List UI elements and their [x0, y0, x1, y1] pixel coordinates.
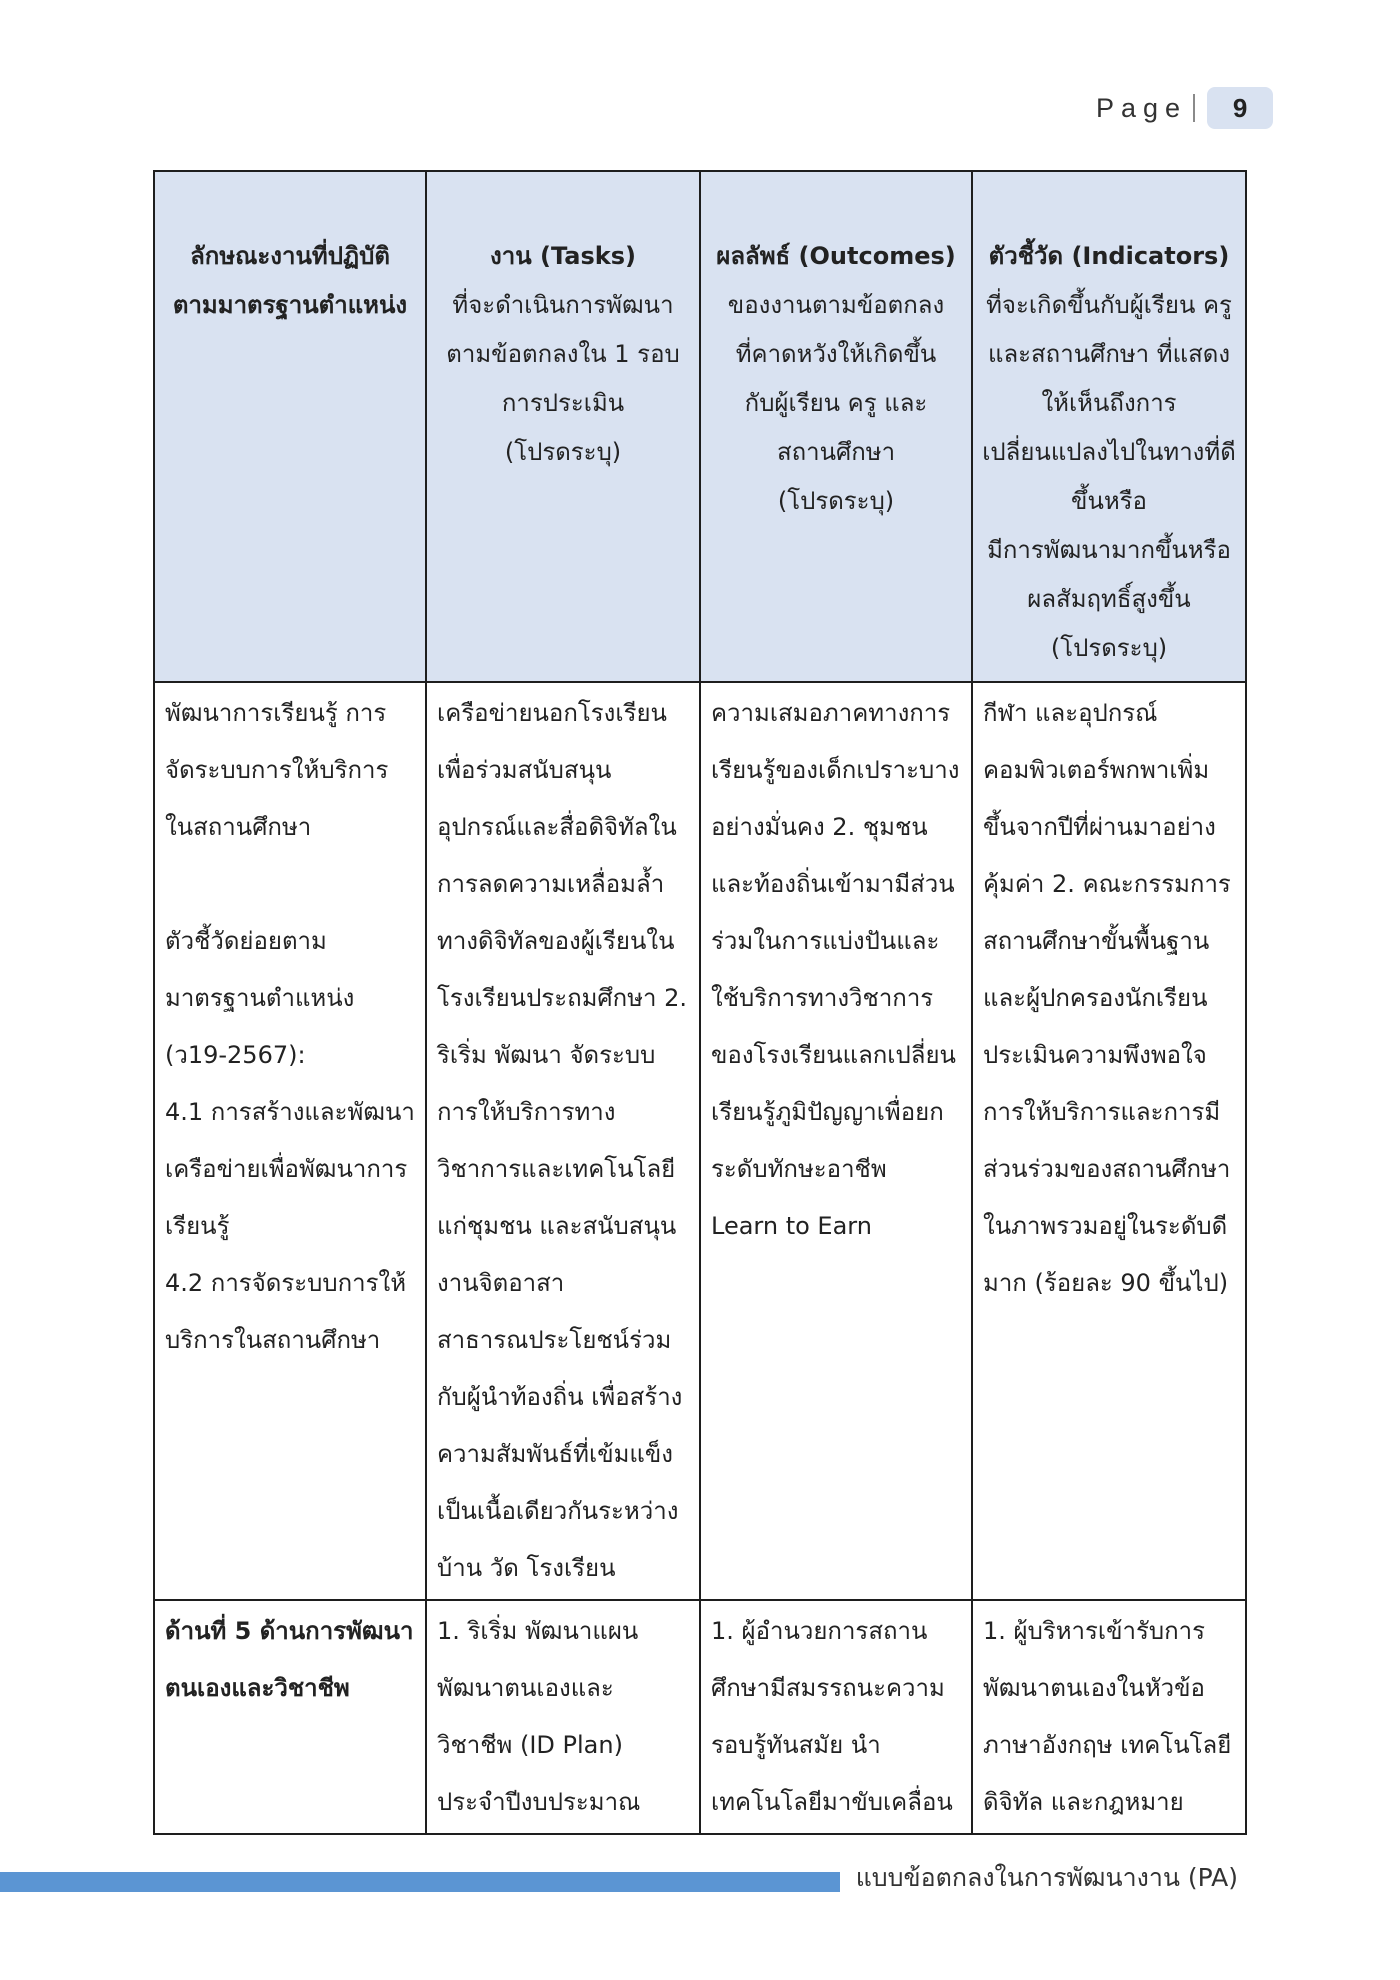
header-line: เปลี่ยนแปลงไปในทางที่ดี	[982, 438, 1236, 466]
header-indicators	[972, 171, 1246, 682]
header-line: ลักษณะงานที่ปฏิบัติ	[190, 242, 390, 270]
header-line: ที่จะดำเนินการพัฒนา	[452, 291, 674, 319]
cell-tasks: เครือข่ายนอกโรงเรียนเพื่อร่วมสนับสนุนอุปกรณ์และสื่อดิจิทัลในการลดความเหลื่อมล้ำทางดิจิทัลของผู้เรียนในโรงเรียนประถมศึกษา 2. ริเริ่ม พัฒนา จัดระบบการให้บริการทางวิชาการและเทคโนโลยีแก่ชุมชน และสนับสนุนงานจิตอาสาสาธารณประโยชน์ร่วมกับผู้นำท้องถิ่น เพื่อสร้างความสัมพันธ์ที่เข้มแข็งเป็นเนื้อเดียวกันระหว่างบ้าน วัด โรงเรียน	[426, 682, 700, 1600]
pa-agreement-table	[153, 170, 1247, 1835]
table-row	[154, 682, 1246, 1600]
page-number: 9	[1207, 87, 1273, 129]
table-row	[154, 1600, 1246, 1834]
header-line: ผลสัมฤทธิ์สูงขึ้น	[1027, 585, 1191, 613]
page-label: Page	[1096, 92, 1188, 123]
header-line: ให้เห็นถึงการ	[1041, 389, 1177, 417]
header-line: มีการพัฒนามากขึ้นหรือ	[987, 536, 1231, 564]
header-line: และสถานศึกษา ที่แสดง	[987, 340, 1231, 368]
cell-indicators: กีฬา และอุปกรณ์คอมพิวเตอร์พกพาเพิ่มขึ้นจากปีที่ผ่านมาอย่างคุ้มค่า 2. คณะกรรมการสถานศึกษาขั้นพื้นฐานและผู้ปกครองนักเรียนประเมินความพึงพอใจการให้บริการและการมีส่วนร่วมของสถานศึกษาในภาพรวมอยู่ในระดับดีมาก (ร้อยละ 90 ขึ้นไป)	[972, 682, 1246, 1600]
page-separator	[1193, 94, 1195, 122]
header-line: (โปรดระบุ)	[777, 487, 895, 515]
cell-job-characteristics: ด้านที่ 5 ด้านการพัฒนาตนเองและวิชาชีพ	[154, 1600, 426, 1834]
footer-bar	[0, 1872, 840, 1892]
cell-indicators: 1. ผู้บริหารเข้ารับการพัฒนาตนเองในหัวข้อภาษาอังกฤษ เทคโนโลยีดิจิทัล และกฎหมาย	[972, 1600, 1246, 1834]
cell-paragraph: ตัวชี้วัดย่อยตามมาตรฐานตำแหน่ง (ว19-2567):	[165, 927, 355, 1069]
header-line: การประเมิน	[501, 389, 625, 417]
header-line: สถานศึกษา	[776, 438, 896, 466]
header-line: กับผู้เรียน ครู และ	[744, 389, 928, 417]
page-number-header	[1096, 86, 1273, 130]
header-line: (โปรดระบุ)	[1050, 634, 1168, 662]
header-job-characteristics	[154, 171, 426, 682]
header-tasks	[426, 171, 700, 682]
header-line: ของงานตามข้อตกลง	[727, 291, 945, 319]
cell-paragraph: 4.2 การจัดระบบการให้บริการในสถานศึกษา	[165, 1269, 407, 1354]
header-line: ที่จะเกิดขึ้นกับผู้เรียน ครู	[986, 291, 1232, 319]
header-line: (โปรดระบุ)	[504, 438, 622, 466]
footer-title: แบบข้อตกลงในการพัฒนางาน (PA)	[855, 1863, 1238, 1892]
cell-paragraph: พัฒนาการเรียนรู้ การจัดระบบการให้บริการในสถานศึกษา	[165, 699, 389, 841]
header-line: ที่คาดหวังให้เกิดขึ้น	[735, 340, 937, 368]
header-outcomes	[700, 171, 972, 682]
cell-job-characteristics	[154, 682, 426, 1600]
header-line: ผลลัพธ์ (Outcomes)	[716, 242, 956, 270]
header-line: ขึ้นหรือ	[1071, 487, 1147, 515]
cell-outcomes: ความเสมอภาคทางการเรียนรู้ของเด็กเปราะบางอย่างมั่นคง 2. ชุมชนและท้องถิ่นเข้ามามีส่วนร่วมในการแบ่งปันและใช้บริการทางวิชาการของโรงเรียนแลกเปลี่ยนเรียนรู้ภูมิปัญญาเพื่อยกระดับทักษะอาชีพ Learn to Earn	[700, 682, 972, 1600]
header-line: ตามมาตรฐานตำแหน่ง	[172, 291, 408, 319]
table-header-row	[154, 171, 1246, 682]
cell-outcomes: 1. ผู้อำนวยการสถานศึกษามีสมรรถนะความรอบรู้ทันสมัย นำเทคโนโลยีมาขับเคลื่อน	[700, 1600, 972, 1834]
header-line: ตัวชี้วัด (Indicators)	[988, 242, 1230, 270]
header-line: ตามข้อตกลงใน 1 รอบ	[446, 340, 680, 368]
cell-paragraph: 4.1 การสร้างและพัฒนาเครือข่ายเพื่อพัฒนาการเรียนรู้	[165, 1098, 415, 1240]
cell-tasks: 1. ริเริ่ม พัฒนาแผนพัฒนาตนเองและวิชาชีพ (ID Plan) ประจำปีงบประมาณ	[426, 1600, 700, 1834]
header-line: งาน (Tasks)	[490, 242, 636, 270]
